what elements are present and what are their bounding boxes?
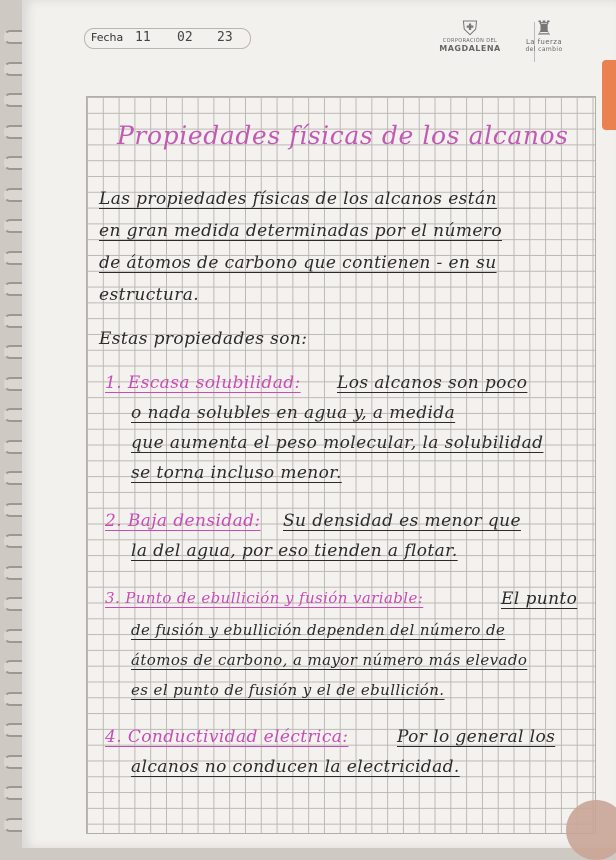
item-1-line-3: que aumenta el peso molecular, la solubilidad <box>131 433 544 453</box>
date-day: 11 <box>135 30 151 45</box>
item-2-heading: 2. Baja densidad: <box>105 511 261 531</box>
item-3-line-2: de fusión y ebullición dependen del número de <box>131 621 506 639</box>
date-year: 23 <box>217 30 233 45</box>
item-3-heading: 3. Punto de ebullición y fusión variable: <box>105 589 424 607</box>
item-4-line-2: alcanos no conducen la electricidad. <box>131 757 460 777</box>
item-1-heading: 1. Escasa solubilidad: <box>105 373 301 393</box>
intro-line-4: estructura. <box>99 285 200 305</box>
logo-name: MAGDALENA <box>439 44 501 53</box>
date-month: 02 <box>177 30 193 45</box>
intro-line-3: de átomos de carbono que contienen - en su <box>99 253 497 273</box>
campaign-line-1: La fuerza <box>525 38 563 46</box>
item-1-line-4: se torna incluso menor. <box>131 463 342 483</box>
item-2-line-1: Su densidad es menor que <box>283 511 521 531</box>
lead-line: Estas propiedades son: <box>99 329 308 349</box>
campaign-logo <box>514 18 574 53</box>
logo-caption: CORPORACIÓN DEL <box>442 38 498 44</box>
intro-line-1: Las propiedades físicas de los alcanos están <box>99 189 497 209</box>
crowd-icon: ♜ <box>535 16 553 40</box>
item-1-line-1: Los alcanos son poco <box>337 373 528 393</box>
date-field <box>84 28 251 49</box>
item-3-line-3: átomos de carbono, a mayor número más elevado <box>131 651 528 669</box>
item-4-line-1: Por lo general los <box>397 727 556 747</box>
handwritten-notes <box>87 97 595 833</box>
notes-title: Propiedades físicas de los alcanos <box>117 121 569 150</box>
campaign-line-2: del cambio <box>525 46 563 53</box>
page-tab <box>602 60 616 130</box>
thumb-in-photo <box>566 800 616 860</box>
item-3-line-1: El punto <box>501 589 578 609</box>
item-1-line-2: o nada solubles en agua y, a medida <box>131 403 456 423</box>
grid-paper <box>86 96 596 834</box>
coat-of-arms-icon: ⛨ <box>462 16 478 40</box>
magdalena-logo <box>430 18 510 53</box>
item-4-heading: 4. Conductividad eléctrica: <box>105 727 349 747</box>
item-2-line-2: la del agua, por eso tienden a flotar. <box>131 541 458 561</box>
date-label: Fecha <box>91 31 124 44</box>
intro-line-2: en gran medida determinadas por el número <box>99 221 502 241</box>
notebook-page <box>22 0 616 848</box>
item-3-line-4: es el punto de fusión y el de ebullición. <box>131 681 445 699</box>
